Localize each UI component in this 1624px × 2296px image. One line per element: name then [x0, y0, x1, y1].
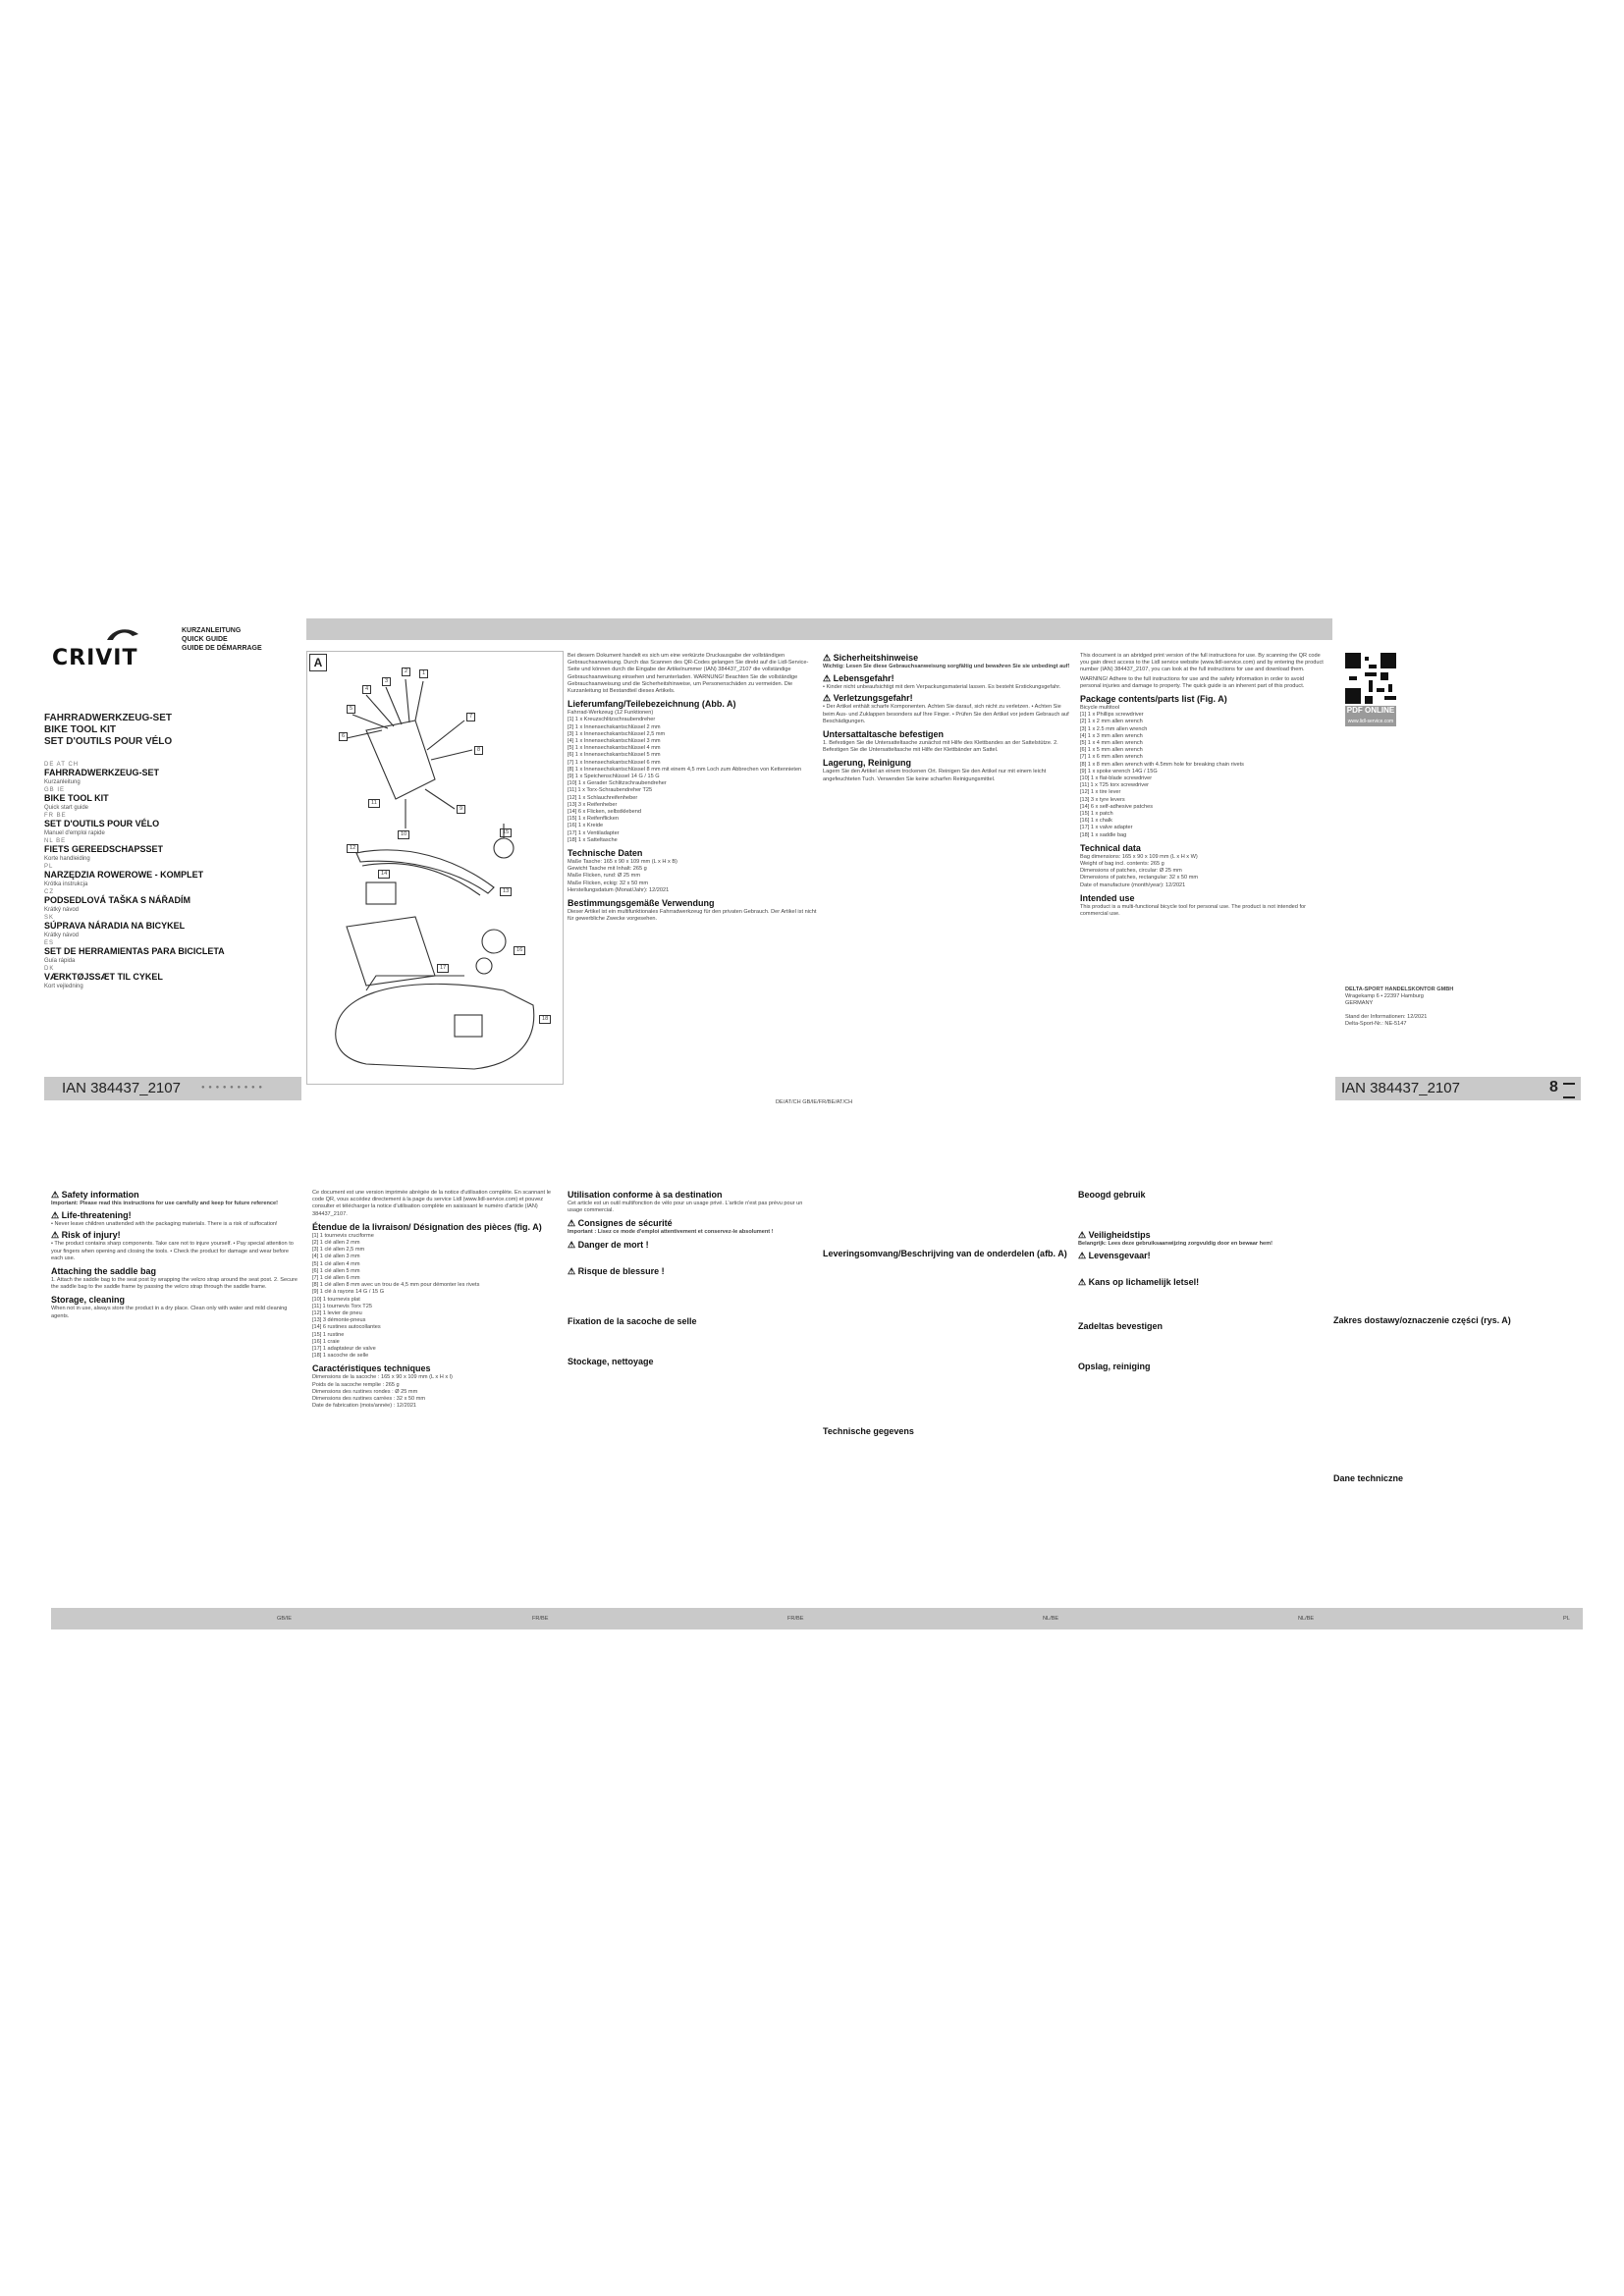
- gb-warning: WARNING! Adhere to the full instructions for use and the safety information in order to avoid personal injuries and damage to property. The quick guide is an inherent part of this product.: [1080, 675, 1305, 689]
- fr-danger-title: [568, 1240, 818, 1251]
- list-item: [16] 1 x chalk: [1080, 818, 1112, 825]
- list-item: [5] 1 x 4 mm allen wrench: [1080, 740, 1143, 747]
- warning-icon: ⚠: [823, 693, 834, 704]
- pdf-url: www.lidl-service.com: [1347, 719, 1394, 724]
- product-titles: [44, 713, 172, 748]
- qr-code-icon: [1345, 653, 1396, 704]
- de-intro: Bei diesem Dokument handelt es sich um eine verkürzte Druckausgabe der vollständigen Gebrauchsanweisung. Durch das Scannen des QR-Codes gelangen Sie direkt auf die Lidl-Service-Seite und können durch die Eingabe der Artikelnummer (IAN) 384437_2107 die vollständige Gebrauchsanweisung einsehen und herunterladen. WARNUNG! Beachten Sie die vollständige Gebrauchsanweisung und die Sicherheitshinweise, um Personenschäden zu vermeiden. Die Kurzanleitung ist Bestandteil dieses Artikels.: [568, 653, 809, 695]
- gb-tech-line: Dimensions of patches, circular: Ø 25 mm: [1080, 868, 1182, 875]
- callout-16: 16: [514, 946, 525, 955]
- list-item: [14] 6 x self-adhesive patches: [1080, 803, 1154, 810]
- list-item: [10] 1 x flat-blade screwdriver: [1080, 775, 1153, 782]
- fr-storage-title: Stockage, nettoyage: [568, 1356, 654, 1366]
- qr-panel: [1345, 653, 1414, 761]
- language-codes: FR BE: [44, 813, 67, 819]
- de-column-1: [568, 653, 818, 1075]
- menu-lines-icon: [1563, 1083, 1575, 1098]
- fr-use-text: Cet article est un outil multifonction de vélo pour un usage privé. L'article n'est pas prévu pour un usage commercial.: [568, 1201, 803, 1214]
- gb-storage-text: When not in use, always store the product in a dry place. Clean only with water and mild cleaning agents.: [51, 1306, 288, 1319]
- pdf-online-badge[interactable]: [1345, 706, 1396, 726]
- warning-icon: ⚠: [51, 1210, 62, 1221]
- language-block: [44, 838, 299, 864]
- list-item: [7] 1 x 6 mm allen wrench: [1080, 754, 1143, 761]
- product-title: SET D'OUTILS POUR VÉLO: [44, 736, 173, 747]
- gb-injury-text: • The product contains sharp components. Take care not to injure yourself. • Pay special attention to your fingers when opening and closing the tools. • Check the product for damage and wear before each use.: [51, 1241, 294, 1261]
- language-codes: GB IE: [44, 787, 66, 793]
- fr-tech-line: Dimensions des rustines rondes : Ø 25 mm: [312, 1388, 418, 1395]
- fr-tech-title: Caractéristiques techniques: [312, 1363, 431, 1374]
- callout-10: 10: [398, 830, 409, 839]
- callout-8: 8: [474, 746, 483, 755]
- language-sub: Krátký návod: [44, 907, 80, 913]
- list-item: [1] 1 x Phillips screwdriver: [1080, 712, 1144, 719]
- callout-15: 15: [500, 828, 512, 837]
- list-item: [9] 1 x Speichenschlüssel 14 G / 15 G: [568, 774, 660, 780]
- warning-icon: ⚠: [1078, 1251, 1089, 1261]
- fr-attach-title: Fixation de la sacoche de selle: [568, 1315, 697, 1326]
- list-item: [16] 1 x Kreide: [568, 823, 604, 829]
- nl-scope-title: Leveringsomvang/Beschrijving van de onderdelen (afb. A): [823, 1249, 1067, 1258]
- gb-tech-line: Date of manufacture (month/year): 12/2021: [1080, 881, 1186, 888]
- callout-6: 6: [339, 732, 348, 741]
- fr-safety-title-text: Consignes de sécurité: [577, 1218, 673, 1229]
- list-item: [15] 1 rustine: [312, 1331, 345, 1338]
- list-item: [13] 3 x Reifenheber: [568, 801, 618, 808]
- de-attach-text: 1. Befestigen Sie die Untersatteltasche zunächst mit Hilfe des Klettbandes an der Sattelstütze. 2. Befestigen Sie die Untersatteltasche mit Hilfe der Klettbänder am Sattel.: [823, 740, 1058, 754]
- callout-2: 2: [402, 667, 410, 676]
- list-item: [7] 1 clé allen 6 mm: [312, 1275, 360, 1282]
- list-item: [12] 1 levier de pneu: [312, 1310, 362, 1317]
- top-band: [306, 618, 1332, 640]
- callout-12: 12: [347, 844, 358, 853]
- product-title: BIKE TOOL KIT: [44, 724, 116, 735]
- list-item: [15] 1 x patch: [1080, 811, 1113, 818]
- gb-danger-title-text: Life-threatening!: [61, 1210, 132, 1221]
- language-sub: Korte handleiding: [44, 856, 90, 862]
- callout-3: 3: [382, 677, 391, 686]
- gb-tech-line: Dimensions of patches, rectangular: 32 x 50 mm: [1080, 875, 1199, 881]
- warning-icon: ⚠: [1078, 1230, 1089, 1240]
- gb-safety-sub: Important: Please read this instructions for use carefully and keep for future reference!: [51, 1201, 278, 1206]
- gb-tech-line: Bag dimensions: 165 x 90 x 109 mm (L x H x W): [1080, 853, 1198, 860]
- list-item: [8] 1 clé allen 8 mm avec un trou de 4,5 mm pour démonter les rivets: [312, 1282, 480, 1289]
- footer-code: GB/IE: [277, 1616, 292, 1622]
- issue-number: Delta-Sport-Nr.: NE-5147: [1345, 1020, 1407, 1027]
- de-use-title: Bestimmungsgemäße Verwendung: [568, 898, 715, 909]
- bottom-band: [51, 1608, 1583, 1629]
- list-item: [8] 1 x 8 mm allen wrench with 4.5mm hole for breaking chain rivets: [1080, 761, 1244, 768]
- gb-safety-title: [51, 1190, 301, 1201]
- language-title: FIETS GEREEDSCHAPSSET: [44, 844, 164, 854]
- list-item: [18] 1 x saddle bag: [1080, 831, 1127, 838]
- fr-safety-sub: Important : Lisez ce mode d'emploi attentivement et conservez-le absolument !: [568, 1229, 774, 1236]
- warning-icon: ⚠: [1078, 1277, 1089, 1288]
- guide-line: GUIDE DE DÉMARRAGE: [182, 645, 262, 652]
- page-number: 8: [1549, 1079, 1558, 1095]
- gb-attach-title: Attaching the saddle bag: [51, 1266, 157, 1277]
- callout-5: 5: [347, 705, 355, 714]
- list-item: [13] 3 démonte-pneus: [312, 1317, 366, 1324]
- language-block: [44, 940, 299, 966]
- nl-injury-title-text: Kans op lichamelijk letsel!: [1088, 1277, 1200, 1288]
- language-title: SET DE HERRAMIENTAS PARA BICICLETA: [44, 946, 225, 956]
- de-tech-line: Herstellungsdatum (Monat/Jahr): 12/2021: [568, 886, 670, 893]
- list-item: [3] 1 x 2.5 mm allen wrench: [1080, 725, 1148, 732]
- fr-safety-title: [568, 1218, 818, 1229]
- list-item: [18] 1 sacoche de selle: [312, 1353, 369, 1360]
- callout-18: 18: [539, 1015, 551, 1024]
- nl-use-title: Beoogd gebruik: [1078, 1190, 1146, 1200]
- ian-language-codes: ● ● ● ● ● ● ● ● ●: [201, 1085, 263, 1091]
- manufacturer-line: Wragekamp 6 • 22397 Hamburg: [1345, 993, 1424, 1000]
- list-item: [3] 1 clé allen 2,5 mm: [312, 1247, 365, 1254]
- fr-scope-title: Étendue de la livraison/ Désignation des pièces (fig. A): [312, 1221, 542, 1232]
- warning-icon: ⚠: [568, 1265, 578, 1276]
- gb-use-text: This product is a multi-functional bicycle tool for personal use. The product is not intended for commercial use.: [1080, 903, 1306, 918]
- figure-label: A: [309, 654, 327, 671]
- gb-column-back: [51, 1190, 301, 1563]
- callout-14: 14: [378, 870, 390, 879]
- list-item: [16] 1 craie: [312, 1338, 340, 1345]
- list-item: [15] 1 x Reifenflicken: [568, 816, 619, 823]
- pl-scope-title: Zakres dostawy/oznaczenie części (rys. A): [1333, 1315, 1511, 1325]
- ian-number: IAN 384437_2107: [62, 1080, 181, 1096]
- de-attach-title: Untersattaltasche befestigen: [823, 729, 945, 740]
- gb-scope-title: Package contents/parts list (Fig. A): [1080, 694, 1227, 705]
- warning-icon: ⚠: [823, 673, 834, 684]
- de-tech-line: Maße Flicken, rund: Ø 25 mm: [568, 873, 640, 880]
- fr-tech-line: Dimensions des rustines carrées : 32 x 50 mm: [312, 1396, 426, 1403]
- list-item: Bicycle multitool: [1080, 705, 1120, 712]
- list-item: [5] 1 clé allen 4 mm: [312, 1260, 360, 1267]
- de-injury-title-text: Verletzungsgefahr!: [833, 693, 913, 704]
- language-block: [44, 915, 299, 940]
- info-status: Stand der Informationen: 12/2021: [1345, 1013, 1428, 1020]
- language-codes: ES: [44, 940, 55, 946]
- callout-13: 13: [500, 887, 512, 896]
- warning-icon: ⚠: [51, 1190, 62, 1200]
- callout-7: 7: [466, 713, 475, 721]
- fr-use-title: Utilisation conforme à sa destination: [568, 1190, 723, 1200]
- list-item: [7] 1 x Innensechskantschlüssel 6 mm: [568, 759, 661, 766]
- list-item: [17] 1 adaptateur de valve: [312, 1346, 376, 1353]
- de-tech-title: Technische Daten: [568, 848, 643, 859]
- list-item: [17] 1 x valve adapter: [1080, 825, 1133, 831]
- list-item: [17] 1 x Ventiladapter: [568, 829, 620, 836]
- language-sub: Krátky návod: [44, 933, 80, 938]
- de-injury-title: [823, 693, 1073, 704]
- list-item: [4] 1 x 3 mm allen wrench: [1080, 732, 1143, 739]
- language-codes: CZ: [44, 889, 54, 895]
- language-block: [44, 864, 299, 889]
- list-item: [4] 1 clé allen 3 mm: [312, 1254, 360, 1260]
- list-item: [3] 1 x Innensechskantschlüssel 2,5 mm: [568, 730, 666, 737]
- language-sub: Krótka instrukcja: [44, 881, 88, 887]
- warning-icon: ⚠: [51, 1230, 62, 1241]
- callout-9: 9: [457, 805, 465, 814]
- guide-lines: [182, 626, 262, 653]
- list-item: [12] 1 x tire lever: [1080, 789, 1121, 796]
- language-sub: Quick start guide: [44, 805, 89, 811]
- nl-storage-title: Opslag, reiniging: [1078, 1362, 1151, 1372]
- footer-code: NL/BE: [1043, 1616, 1059, 1622]
- nl-safety-sub: Belangrijk: Lees deze gebruiksaanwijzing zorgvuldig door en bewaar hem!: [1078, 1241, 1272, 1247]
- list-item: [2] 1 clé allen 2 mm: [312, 1240, 360, 1247]
- list-item: [8] 1 x Innensechskantschlüssel 8 mm mit einem 4,5 mm Loch zum Abbrechen von Kettennieten: [568, 766, 802, 773]
- fr-intro: Ce document est une version imprimée abrégée de la notice d'utilisation complète. En scannant le code QR, vous accédez directement à la page du service Lidl (www.lidl-service.com) et pouvez consulter et télécharger la notice d'utilisation complète en saisissant le numéro d'article (IAN) 384437_2107.: [312, 1190, 551, 1217]
- language-block: [44, 813, 299, 838]
- fr-danger-title-text: Danger de mort !: [577, 1239, 649, 1250]
- language-title: VÆRKTØJSSÆT TIL CYKEL: [44, 972, 163, 982]
- language-title: NARZĘDZIA ROWEROWE - KOMPLET: [44, 870, 204, 880]
- callout-11: 11: [368, 799, 380, 808]
- de-danger-text: • Kinder nicht unbeaufsichtigt mit dem Verpackungsmaterial lassen. Es besteht Erstickungsgefahr.: [823, 684, 1061, 691]
- ian-number-right: IAN 384437_2107: [1341, 1080, 1460, 1096]
- manufacturer-name: DELTA-SPORT HANDELSKONTOR GMBH: [1345, 987, 1454, 992]
- gb-injury-title: [51, 1230, 301, 1241]
- list-item: [11] 1 x Torx-Schraubendreher T25: [568, 787, 653, 794]
- warning-icon: ⚠: [568, 1239, 578, 1250]
- nl-danger-title-text: Levensgevaar!: [1088, 1251, 1151, 1261]
- language-title: BIKE TOOL KIT: [44, 793, 109, 803]
- nl-column-1: [823, 1190, 1073, 1582]
- language-title: FAHRRADWERKZEUG-SET: [44, 768, 159, 777]
- language-sub: Guía rápida: [44, 958, 76, 964]
- de-storage-text: Lagern Sie den Artikel an einem trockenen Ort. Reinigen Sie den Artikel nur mit einem leicht angefeuchteten Tuch. Verwenden Sie keine scharfen Reinigungsmittel.: [823, 769, 1047, 782]
- list-item: [2] 1 x 2 mm allen wrench: [1080, 719, 1143, 725]
- warning-icon: ⚠: [823, 653, 834, 663]
- crivit-logo-icon: [103, 626, 142, 644]
- nl-attach-title: Zadeltas bevestigen: [1078, 1321, 1164, 1332]
- de-safety-title: [823, 653, 1073, 664]
- list-item: [11] 1 x T25 torx screwdriver: [1080, 782, 1150, 789]
- gb-danger-text: • Never leave children unattended with the packaging materials. There is a risk of suffocation!: [51, 1221, 278, 1228]
- de-safety-sub: Wichtig: Lesen Sie diese Gebrauchsanweisung sorgfältig und bewahren Sie sie unbedingt auf!: [823, 664, 1070, 669]
- gb-danger-title: [51, 1210, 301, 1221]
- de-scope-title: Lieferumfang/Teilebezeichnung (Abb. A): [568, 699, 736, 710]
- manufacturer-line: GERMANY: [1345, 1000, 1374, 1007]
- cover-panel: [44, 618, 301, 1119]
- nl-column-2: [1078, 1190, 1328, 1582]
- gb-column-front: [1080, 653, 1326, 1075]
- language-title: PODSEDLOVÁ TAŠKA S NÁŘADÍM: [44, 895, 191, 905]
- language-block: [44, 889, 299, 915]
- fr-tech-line: Dimensions de la sacoche : 165 x 90 x 109 mm (L x H x l): [312, 1374, 453, 1381]
- language-sub: Kurzanleitung: [44, 779, 81, 785]
- fr-scope-list: [312, 1233, 563, 1361]
- gb-storage-title: Storage, cleaning: [51, 1295, 126, 1306]
- language-block: [44, 966, 299, 991]
- list-item: [4] 1 x Innensechskantschlüssel 3 mm: [568, 738, 661, 745]
- callout-4: 4: [362, 685, 371, 694]
- de-tech-line: Maße Tasche: 165 x 90 x 109 mm (L x H x B): [568, 859, 677, 866]
- language-codes: SK: [44, 915, 55, 921]
- language-title: SÚPRAVA NÁRADIA NA BICYKEL: [44, 921, 186, 931]
- list-item: [1] 1 x Kreuzschlitzschraubendreher: [568, 717, 656, 723]
- pl-column: [1333, 1190, 1584, 1582]
- front-footer-codes: DE/AT/CH GB/IE/FR/BE/AT/CH: [776, 1099, 853, 1105]
- list-item: [18] 1 x Satteltasche: [568, 836, 618, 843]
- fr-injury-title: [568, 1266, 818, 1277]
- callout-17: 17: [437, 964, 449, 973]
- fr-tech-line: Poids de la sacoche remplie : 265 g: [312, 1381, 400, 1388]
- language-sub: Kort vejledning: [44, 984, 83, 989]
- language-title: SET D'OUTILS POUR VÉLO: [44, 819, 160, 828]
- list-item: [14] 6 x Flicken, selbstklebend: [568, 809, 641, 816]
- fr-injury-title-text: Risque de blessure !: [577, 1265, 665, 1276]
- ian-bar: [44, 1077, 301, 1100]
- de-tech-line: Gewicht Tasche mit Inhalt: 265 g: [568, 866, 647, 873]
- gb-attach-text: 1. Attach the saddle bag to the seat post by wrapping the velcro strap around the seat post. 2. Secure the saddle bag to the saddle frame by passing the velcro strap through the saddle frame.: [51, 1277, 298, 1291]
- language-list: [44, 762, 299, 991]
- footer-code: NL/BE: [1298, 1616, 1315, 1622]
- guide-line: KURZANLEITUNG: [182, 627, 242, 634]
- language-codes: PL: [44, 864, 54, 870]
- gb-injury-title-text: Risk of injury!: [61, 1230, 121, 1241]
- list-item: Fahrrad-Werkzeug (12 Funktionen): [568, 710, 654, 717]
- list-item: [2] 1 x Innensechskantschlüssel 2 mm: [568, 723, 661, 730]
- list-item: [6] 1 x Innensechskantschlüssel 5 mm: [568, 752, 661, 759]
- list-item: [13] 3 x tyre levers: [1080, 796, 1125, 803]
- guide-line: QUICK GUIDE: [182, 636, 228, 643]
- nl-tech-title: Technische gegevens: [823, 1426, 914, 1436]
- list-item: [12] 1 x Schlauchreifenheber: [568, 794, 638, 801]
- gb-tech-title: Technical data: [1080, 842, 1141, 853]
- language-codes: NL BE: [44, 838, 67, 844]
- de-danger-title-text: Lebensgefahr!: [833, 673, 894, 684]
- ian-bar-right: [1335, 1077, 1581, 1100]
- language-block: [44, 762, 299, 787]
- de-scope-list: [568, 710, 818, 844]
- manufacturer-block: [1345, 987, 1463, 1045]
- language-sub: Manuel d'emploi rapide: [44, 830, 105, 836]
- bike-tool-kit-illustration: [307, 652, 563, 1084]
- footer-code: FR/BE: [787, 1616, 804, 1622]
- warning-icon: ⚠: [568, 1218, 578, 1229]
- language-block: [44, 787, 299, 813]
- footer-code: FR/BE: [532, 1616, 549, 1622]
- nl-danger-title: [1078, 1251, 1328, 1261]
- list-item: [9] 1 x spoke wrench 14G / 15G: [1080, 768, 1158, 774]
- de-danger-title: [823, 673, 1073, 684]
- product-title: FAHRRADWERKZEUG-SET: [44, 713, 172, 723]
- nl-injury-title: [1078, 1277, 1328, 1288]
- nl-safety-title-text: Veiligheidstips: [1088, 1230, 1151, 1240]
- list-item: [10] 1 x Gerader Schlitzschraubendreher: [568, 780, 667, 787]
- fr-column-1: [312, 1190, 563, 1582]
- de-tech-line: Maße Flicken, eckig: 32 x 50 mm: [568, 880, 649, 886]
- pdf-online-label: PDF ONLINE: [1346, 706, 1395, 715]
- list-item: [6] 1 clé allen 5 mm: [312, 1267, 360, 1274]
- pl-tech-title: Dane techniczne: [1333, 1473, 1404, 1483]
- figure-panel: [306, 651, 564, 1085]
- list-item: [14] 6 rustines autocollantes: [312, 1324, 381, 1331]
- gb-scope-list: [1080, 705, 1326, 839]
- list-item: [1] 1 tournevis cruciforme: [312, 1232, 374, 1239]
- nl-safety-title: [1078, 1230, 1328, 1241]
- gb-intro: This document is an abridged print version of the full instructions for use. By scanning the QR code you gain direct access to the Lidl service website (www.lidl-service.com) and by entering the product number (IAN) 384437_2107, you can look at the full instructions for use and download them.: [1080, 653, 1324, 673]
- fr-column-2: [568, 1190, 818, 1582]
- footer-code: PL: [1563, 1616, 1570, 1622]
- list-item: [9] 1 clé à rayons 14 G / 15 G: [312, 1289, 385, 1296]
- de-injury-text: • Der Artikel enthält scharfe Komponenten. Achten Sie darauf, sich nicht zu verletzen. • Achten Sie beim Aus- und Zuklappen besonders auf Ihre Finger. • Prüfen Sie den Artikel vor jedem Gebrauch auf Beschädigungen.: [823, 704, 1069, 724]
- de-safety-title-text: Sicherheitshinweise: [833, 653, 919, 663]
- de-storage-title: Lagerung, Reinigung: [823, 758, 911, 769]
- list-item: [10] 1 tournevis plat: [312, 1296, 360, 1303]
- de-use-text: Dieser Artikel ist ein multifunktionales Fahrradwerkzeug für den privaten Gebrauch. Der Artikel ist nicht für gewerbliche Zwecke vorgesehen.: [568, 909, 817, 923]
- list-item: [6] 1 x 5 mm allen wrench: [1080, 747, 1143, 754]
- brand-logo: CRIVIT: [52, 646, 138, 670]
- language-codes: DE AT CH: [44, 762, 80, 768]
- gb-safety-title-text: Safety information: [61, 1190, 139, 1200]
- gb-use-title: Intended use: [1080, 892, 1135, 903]
- list-item: [11] 1 tournevis Torx T25: [312, 1303, 372, 1309]
- de-column-2: [823, 653, 1073, 1075]
- callout-1: 1: [419, 669, 428, 678]
- language-codes: DK: [44, 966, 55, 972]
- gb-tech-line: Weight of bag incl. contents: 265 g: [1080, 861, 1164, 868]
- fr-tech-line: Date de fabrication (mois/année) : 12/2021: [312, 1403, 417, 1410]
- list-item: [5] 1 x Innensechskantschlüssel 4 mm: [568, 745, 661, 752]
